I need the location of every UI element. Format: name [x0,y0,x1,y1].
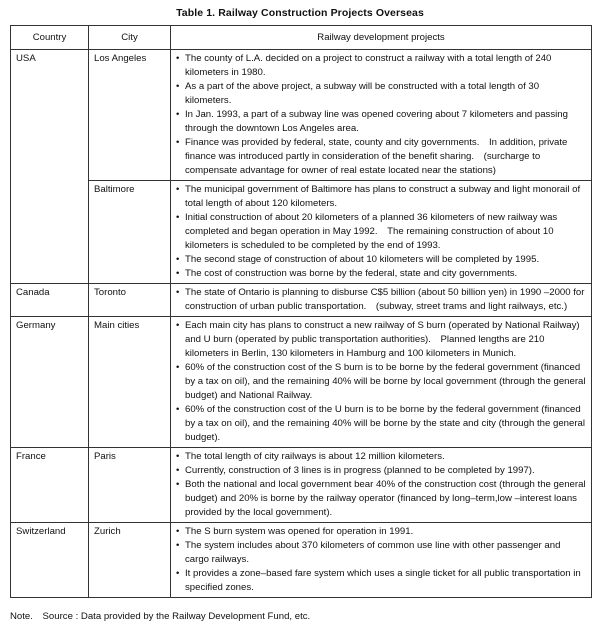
bullet-item: • Both the national and local government bear 40% of the construction cost (through the general budget) and 20% is borne by the railway operator (financed by long–term,low –interest loans provided by the local government). [176,478,586,520]
bullet-item: • The total length of city railways is about 12 million kilometers. [176,450,586,464]
bullet-item: • 60% of the construction cost of the U burn is to be borne by the federal government (financed by a tax on oil), and the remaining 40% will be borne by the state and city (through the general budget). [176,403,586,445]
city-cell: Zurich [89,523,171,598]
city-cell: Main cities [89,317,171,448]
country-cell: USA [11,50,89,284]
projects-table [10,25,592,598]
development-cell [171,284,592,317]
table-row [11,523,592,598]
column-header-country: Country [11,26,89,50]
country-cell: Switzerland [11,523,89,598]
development-cell [171,523,592,598]
bullet-item: • The S burn system was opened for operation in 1991. [176,525,586,539]
bullet-item: • In Jan. 1993, a part of a subway line was opened covering about 7 kilometers and passing through the downtown Los Angeles area. [176,108,586,136]
table-row [11,448,592,523]
bullet-item: • The cost of construction was borne by the federal, state and city governments. [176,267,586,281]
bullet-item: • The system includes about 370 kilometers of common use line with other passenger and cargo railways. [176,539,586,567]
city-cell: Los Angeles [89,50,171,181]
bullet-item: • Each main city has plans to construct a new railway of S burn (operated by National Railway) and U burn (operated by public transportation authorities). Planned lengths are 210 kilometers in Berlin, 130 kilometers in Hamburg and 100 kilometers in Munich. [176,319,586,361]
bullet-item: • Initial construction of about 20 kilometers of a planned 36 kilometers of new railway was completed and began operation in May 1992. The remaining construction of about 10 kilometers is scheduled to be completed by the end of 1993. [176,211,586,253]
source-note: Note. Source : Data provided by the Railway Development Fund, etc. [10,611,311,622]
bullet-item: • Finance was provided by federal, state, county and city governments. In addition, private finance was introduced partly in consideration of the benefit sharing. (surcharge to compensate advantage for owner of real estate located near the stations) [176,136,586,178]
country-cell: Canada [11,284,89,317]
table-title: Table 1. Railway Construction Projects Overseas [176,7,424,19]
bullet-item: • Currently, construction of 3 lines is in progress (planned to be completed by 1997). [176,464,586,478]
bullet-item: • The state of Ontario is planning to disburse C$5 billion (about 50 billion yen) in 1990 –2000 for construction of urban public transportation. (subway, street trams and light railways, etc.) [176,286,586,314]
city-cell: Baltimore [89,181,171,284]
table-row [11,317,592,448]
city-cell: Paris [89,448,171,523]
bullet-item: • The county of L.A. decided on a project to construct a railway with a total length of 240 kilometers in 1980. [176,52,586,80]
bullet-item: • It provides a zone–based fare system which uses a single ticket for all public transportation in specified zones. [176,567,586,595]
development-cell [171,50,592,181]
development-cell [171,448,592,523]
bullet-item: • As a part of the above project, a subway will be constructed with a total length of 30 kilometers. [176,80,586,108]
table-row [11,50,592,181]
table-header-row [11,26,592,50]
table-row [11,284,592,317]
bullet-item: • The second stage of construction of about 10 kilometers will be completed by 1995. [176,253,586,267]
table-row [11,181,592,284]
bullet-item: • 60% of the construction cost of the S burn is to be borne by the federal government (financed by a tax on oil), and the remaining 40% will be borne by local government (through the general budget) and National Railway. [176,361,586,403]
development-cell [171,181,592,284]
bullet-item: • The municipal government of Baltimore has plans to construct a subway and light monorail of total length of about 120 kilometers. [176,183,586,211]
column-header-city: City [89,26,171,50]
development-cell [171,317,592,448]
country-cell: France [11,448,89,523]
column-header-development: Railway development projects [171,26,592,50]
country-cell: Germany [11,317,89,448]
city-cell: Toronto [89,284,171,317]
